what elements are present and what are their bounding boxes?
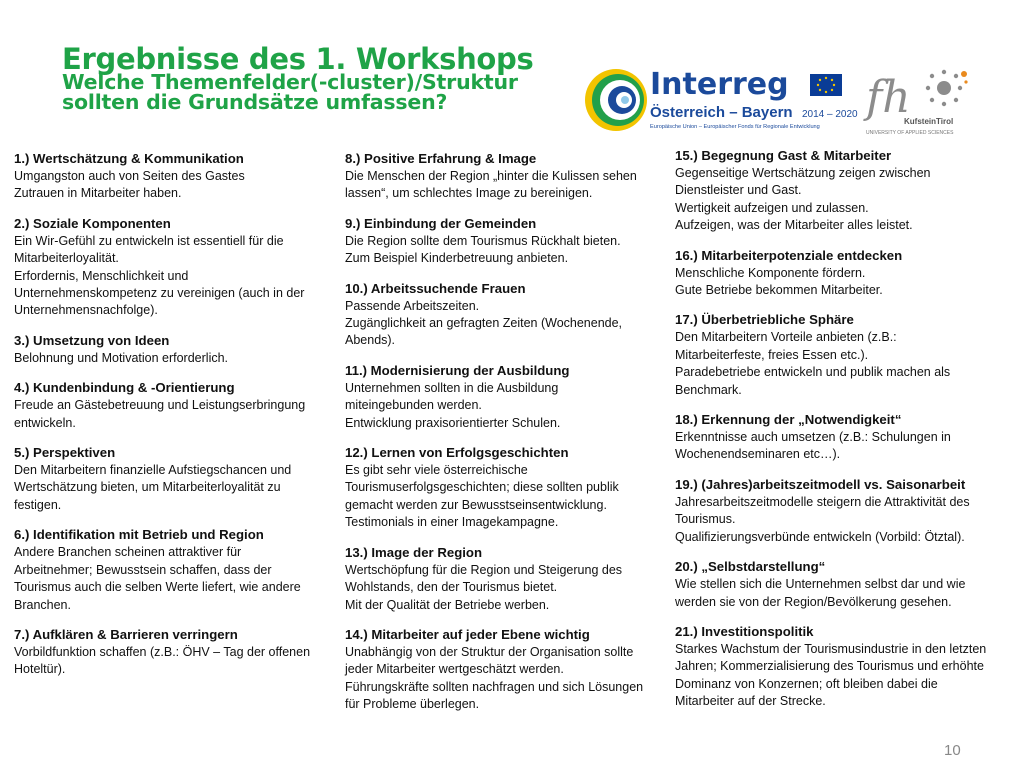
topic-text-line: Führungskräfte sollten nachfragen und sich Lösungen <box>345 679 644 694</box>
topic-text-line: Die Menschen der Region „hinter die Kulissen sehen <box>345 169 637 183</box>
fh-tagline: UNIVERSITY OF APPLIED SCIENCES <box>866 130 954 136</box>
topic-text-line: Zum Beispiel Kinderbetreuung anbieten. <box>345 251 569 266</box>
interreg-swirl-icon <box>585 69 647 131</box>
page-number: 10 <box>944 742 961 759</box>
topic-text-line: Zutrauen in Mitarbeiter haben. <box>14 186 182 201</box>
topic-section <box>14 526 332 614</box>
interreg-years: 2014 – 2020 <box>802 109 858 120</box>
topic-section <box>14 379 332 432</box>
topic-section <box>14 444 332 514</box>
topic-text-line: Unternehmensnachfolge). <box>14 303 158 318</box>
topic-text-line: Abends). <box>345 333 396 348</box>
topic-text-line: Dominanz von Konzernen; oft bleiben dabei die <box>675 676 938 691</box>
fh-place: KufsteinTirol <box>904 117 954 126</box>
topic-text-line: Es gibt sehr viele österreichische <box>345 463 528 478</box>
column-3 <box>675 147 1005 723</box>
topic-text-line: Passende Arbeitszeiten. <box>345 298 480 313</box>
topic-text-line: werden sie von der Region/Bevölkerung gesehen. <box>675 594 952 609</box>
topic-section <box>345 626 663 714</box>
topic-text-line: Unabhängig von der Struktur der Organisation sollte <box>345 644 634 659</box>
topic-section <box>675 476 1005 546</box>
interreg-subtitle: Österreich – Bayern <box>650 104 793 121</box>
topic-heading: 5.) Perspektiven <box>14 445 116 461</box>
topic-text-line: Erkenntnisse auch umsetzen (z.B.: Schulungen in <box>675 430 951 445</box>
topic-text-line: Unternehmen sollten in die Ausbildung <box>345 380 559 395</box>
topic-text-line: Arbeitnehmer; Bewusstsein schaffen, dass der <box>14 562 272 577</box>
topic-section <box>675 411 1005 464</box>
topic-text-line: Gute Betriebe bekommen Mitarbeiter. <box>675 283 883 298</box>
topic-text-line: Andere Branchen scheinen attraktiver für <box>14 545 242 560</box>
topic-section <box>675 558 1005 611</box>
topic-text-line: gemacht werden zur Bewusstseinsentwicklung. <box>345 497 607 512</box>
topic-heading: 6.) Identifikation mit Betrieb und Region <box>14 527 264 543</box>
topic-text-line: Starkes Wachstum der Tourismusindustrie in den letzten <box>675 641 987 656</box>
topic-heading: 12.) Lernen von Erfolgsgeschichten <box>345 445 569 461</box>
topic-text-line: Testimonials in einer Imagekampagne. <box>345 515 559 530</box>
topic-text-line: Menschliche Komponente fördern. <box>675 265 866 280</box>
topic-text-line: lassen“, um schlechtes Image zu bereinigen. <box>345 186 593 201</box>
topic-text-line: Entwicklung praxisorientierter Schulen. <box>345 415 561 430</box>
topic-text-line: Jahren; Kommerzialisierung des Tourismus und erhöhte <box>675 659 984 674</box>
topic-section <box>14 332 332 367</box>
topic-heading: 3.) Umsetzung von Ideen <box>14 332 170 348</box>
topic-text-line: Mitarbeiter auf der Strecke. <box>675 694 826 709</box>
topic-section <box>675 311 1005 399</box>
topic-text-line: Vorbildfunktion schaffen (z.B.: ÖHV – Tag der offenen <box>14 644 311 659</box>
topic-text-line: Wertigkeit aufzeigen und zulassen. <box>675 200 869 215</box>
topic-section <box>675 247 1005 300</box>
topic-text-line: Tourismus auch die selben Werte liefert, wie andere <box>14 580 301 595</box>
subtitle-line-1: Welche Themenfelder(-cluster)/Struktur <box>62 70 518 94</box>
topic-heading: 21.) Investitionspolitik <box>675 623 814 639</box>
topic-heading: 9.) Einbindung der Gemeinden <box>345 215 537 231</box>
topic-text-line: Qualifizierungsverbünde entwickeln (Vorbild: Ötztal). <box>675 529 965 544</box>
topic-heading: 7.) Aufklären & Barrieren verringern <box>14 626 238 642</box>
topic-text-line: Belohnung und Motivation erforderlich. <box>14 350 229 365</box>
topic-heading: 17.) Überbetriebliche Sphäre <box>675 312 854 328</box>
topic-text-line: Wohlstands, den der Tourismus bietet. <box>345 580 558 595</box>
topic-text-line: für Probleme überlegen. <box>345 697 480 712</box>
topic-section <box>14 150 332 203</box>
topic-heading: 13.) Image der Region <box>345 544 483 560</box>
fh-kufstein-logo <box>862 66 972 138</box>
topic-heading: 18.) Erkennung der „Notwendigkeit“ <box>675 412 902 428</box>
topic-heading: 20.) „Selbstdarstellung“ <box>675 559 826 575</box>
topic-text-line: Dienstleister und Gast. <box>675 183 802 198</box>
topic-text-line: Erfordernis, Menschlichkeit und <box>14 268 189 283</box>
topic-text-line: Wie stellen sich die Unternehmen selbst dar und wie <box>675 577 966 592</box>
topic-section <box>345 215 663 268</box>
topic-heading: 8.) Positive Erfahrung & Image <box>345 151 537 166</box>
topic-section <box>675 147 1005 235</box>
topic-text-line: Die Region sollte dem Tourismus Rückhalt bieten. <box>345 233 621 248</box>
topic-text-line: Freude an Gästebetreuung und Leistungserbringung <box>14 398 306 413</box>
topic-text-line: Aufzeigen, was der Mitarbeiter alles leistet. <box>675 218 913 233</box>
topic-section <box>345 150 663 203</box>
topic-text-line: Gegenseitige Wertschätzung zeigen zwischen <box>675 166 931 180</box>
topic-text-line: Unternehmenskompetenz zu vereinigen (auch in der <box>14 286 305 301</box>
topic-heading: 16.) Mitarbeiterpotenziale entdecken <box>675 247 903 263</box>
eu-flag-icon <box>810 74 842 96</box>
subtitle-line-2: sollten die Grundsätze umfassen? <box>62 90 448 114</box>
topic-text-line: Umgangston auch von Seiten des Gastes <box>14 169 245 183</box>
fh-sun-icon <box>926 70 968 106</box>
topic-text-line: Wertschätzung bieten, um Mitarbeiterloyalität zu <box>14 480 281 495</box>
topic-text-line: Tourismus. <box>675 512 736 527</box>
topic-text-line: Wertschöpfung für die Region und Steigerung des <box>345 562 623 577</box>
topic-text-line: Mitarbeiterfeste, freies Essen etc.). <box>675 347 869 362</box>
topic-section <box>345 544 663 614</box>
slide-subtitle <box>62 72 518 112</box>
topic-text-line: entwickeln. <box>14 415 76 430</box>
topic-heading: 14.) Mitarbeiter auf jeder Ebene wichtig <box>345 626 590 642</box>
topic-heading: 1.) Wertschätzung & Kommunikation <box>14 151 244 166</box>
column-1 <box>14 150 332 691</box>
topic-heading: 10.) Arbeitssuchende Frauen <box>345 280 526 296</box>
topic-text-line: miteingebunden werden. <box>345 398 482 413</box>
topic-section <box>345 444 663 532</box>
topic-text-line: Jahresarbeitszeitmodelle steigern die Attraktivität des <box>675 494 970 509</box>
topic-text-line: Tourismuserfolgsgeschichten; diese sollten publik <box>345 480 619 495</box>
interreg-name: Interreg <box>650 67 789 102</box>
fh-name: fh <box>866 72 911 123</box>
topic-heading: 4.) Kundenbindung & -Orientierung <box>14 380 235 396</box>
topic-text-line: Zugänglichkeit an gefragten Zeiten (Wochenende, <box>345 316 623 331</box>
interreg-logo <box>582 62 858 138</box>
topic-text-line: Den Mitarbeitern Vorteile anbieten (z.B.: <box>675 330 897 345</box>
topic-text-line: Benchmark. <box>675 382 742 397</box>
topic-text-line: festigen. <box>14 497 62 512</box>
topic-text-line: Branchen. <box>14 597 71 612</box>
topic-text-line: jeder Mitarbeiter wertgeschätzt werden. <box>345 662 564 677</box>
topic-text-line: Paradebetriebe entwickeln und publik machen als <box>675 365 951 380</box>
slide-title: Ergebnisse des 1. Workshops <box>62 42 534 76</box>
topic-text-line: Wochenendseminaren etc…). <box>675 447 841 462</box>
topic-text-line: Mitarbeiterloyalität. <box>14 251 119 266</box>
topic-section <box>345 280 663 350</box>
topic-section <box>345 362 663 432</box>
topic-heading: 15.) Begegnung Gast & Mitarbeiter <box>675 148 892 163</box>
topic-section <box>675 623 1005 711</box>
interreg-tagline: Europäische Union – Europäischer Fonds für Regionale Entwicklung <box>650 124 820 130</box>
topic-heading: 2.) Soziale Komponenten <box>14 215 171 231</box>
topic-text-line: Mit der Qualität der Betriebe werben. <box>345 597 550 612</box>
topic-text-line: Hoteltür). <box>14 662 66 677</box>
topic-heading: 19.) (Jahres)arbeitszeitmodell vs. Saisonarbeit <box>675 476 966 492</box>
topic-section <box>14 626 332 679</box>
topic-heading: 11.) Modernisierung der Ausbildung <box>345 362 570 378</box>
column-2 <box>345 150 663 726</box>
topic-section <box>14 215 332 320</box>
topic-text-line: Den Mitarbeitern finanzielle Aufstiegschancen und <box>14 463 292 478</box>
topic-text-line: Ein Wir-Gefühl zu entwickeln ist essentiell für die <box>14 233 284 248</box>
